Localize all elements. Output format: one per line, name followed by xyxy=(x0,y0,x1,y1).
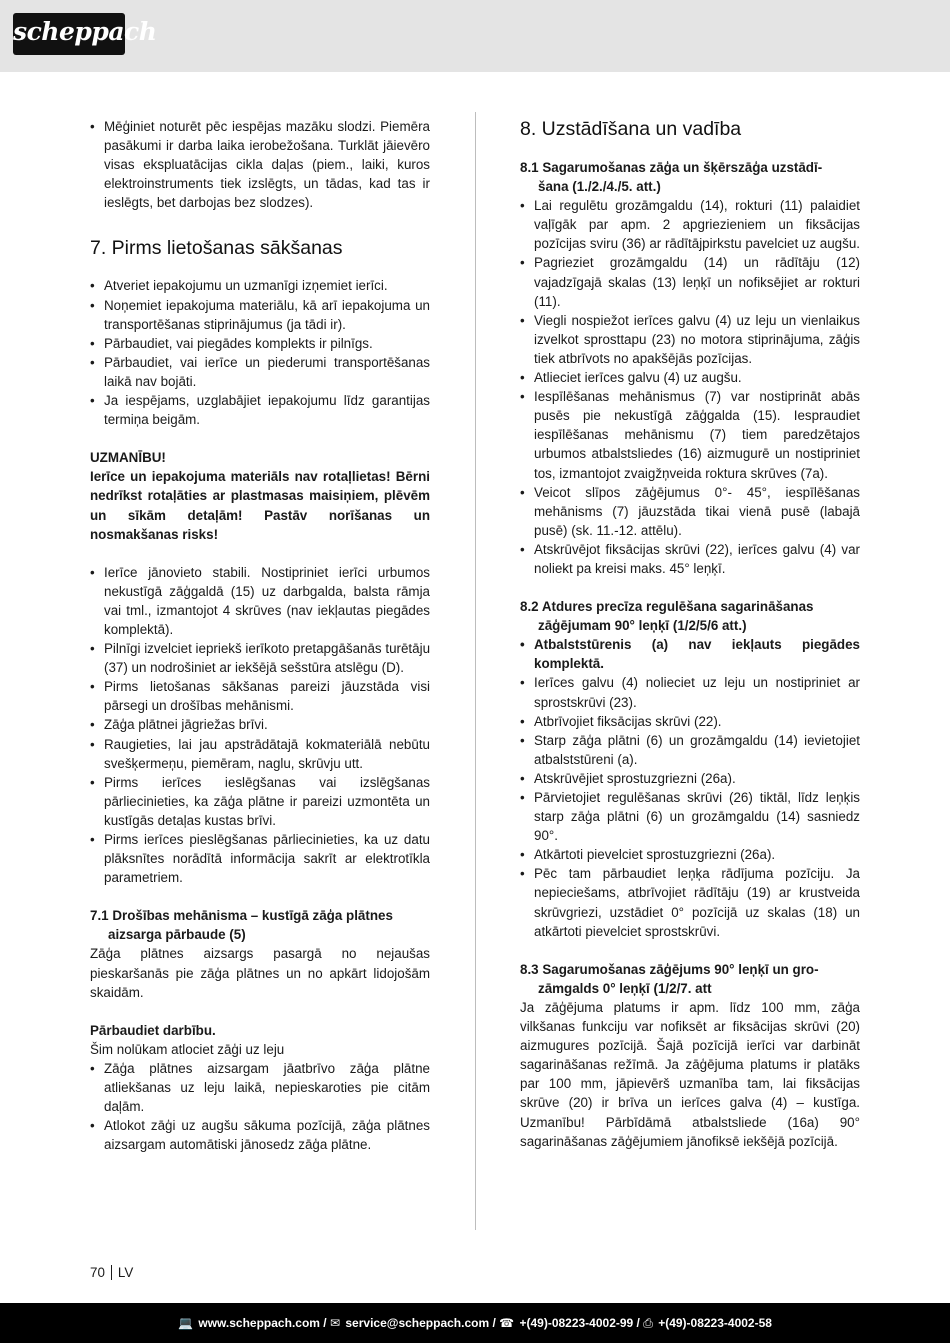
list-item: • Ierīces galvu (4) nolieciet uz leju un nostipriniet ar sprostskrūvi (23). xyxy=(520,673,860,711)
list-item: • Pirms ierīces ieslēgšanas vai izslēgšanas pārliecinieties, ka zāģa plātne ir pareizi uzmontēta un kustīgās detaļas kustas brīvi. xyxy=(90,773,430,830)
list-item: • Atbrīvojiet fiksācijas skrūvi (22). xyxy=(520,712,860,731)
list-item: • Zāģa plātnei jāgriežas brīvi. xyxy=(90,715,430,734)
list-item: • Pirms lietošanas sākšanas pareizi jāuzstāda visi pārsegi un drošības mehānismi. xyxy=(90,677,430,715)
list-item: • Raugieties, lai jau apstrādātajā kokmateriālā nebūtu svešķermeņu, piemēram, naglu, skrūvju utt. xyxy=(90,735,430,773)
list-item: • Atbalststūrenis (a) nav iekļauts piegādes komplektā. xyxy=(520,635,860,673)
list-item: • Pēc tam pārbaudiet leņķa rādījuma pozīciju. Ja nepieciešams, atbrīvojiet rādītāju (19) ar krustveida skrūvgriezi, uzstādiet 0° pozīcijā uz skalas (18) un atkārtoti pievelciet sprostskrūvi. xyxy=(520,864,860,940)
list-item: • Viegli nospiežot ierīces galvu (4) uz leju un vienlaikus izvelkot sprosttapu (23) no motora stiprinājuma, zāģis tiek atbrīvots no apakšējās pozīcijas. xyxy=(520,311,860,368)
section-8-2-title: 8.2 Atdures precīza regulēšana sagarināšanas zāģējumam 90° leņķī (1/2/5/6 att.) xyxy=(520,599,814,634)
computer-icon: 💻 xyxy=(178,1316,194,1330)
list-item: • Atlokot zāģi uz augšu sākuma pozīcijā, zāģa plātnes aizsargam automātiski jānosedz zāģa plātne. xyxy=(90,1116,430,1154)
list-item: • Noņemiet iepakojuma materiālu, kā arī iepakojuma un transportēšanas stiprinājumus (ja tādi ir). xyxy=(90,296,430,334)
list-item: • Pilnīgi izvelciet iepriekš ierīkoto pretapgāšanās turētāju (37) un nodrošiniet ar iekšējā sešstūra atslēgu (D). xyxy=(90,639,430,677)
list-item: • Pārvietojiet regulēšanas skrūvi (26) tiktāl, līdz leņķis starp zāģa plātni (6) un grozāmgaldu (14) sasniedz 90°. xyxy=(520,788,860,845)
list-item: • Atkārtoti pievelciet sprostuzgriezni (26a). xyxy=(520,845,860,864)
list-item: • Ierīce jānovieto stabili. Nostipriniet ierīci urbumos nekustīgā zāģgaldā (15) uz darbgalda, balsta rāmja vai tml., izmantojot 4 skrūves (nav iekļautas piegādes komplektā). xyxy=(90,563,430,639)
left-column xyxy=(90,117,430,1154)
website-link[interactable]: www.scheppach.com / xyxy=(198,1316,327,1330)
warning-title: UZMANĪBU! xyxy=(90,450,166,466)
page-separator xyxy=(111,1265,112,1280)
list-item: • Atveriet iepakojumu un uzmanīgi izņemiet ierīci. xyxy=(90,276,430,295)
section-8-1-title: 8.1 Sagarumošanas zāģa un šķērszāģa uzstādī- šana (1./2./4./5. att.) xyxy=(520,160,823,195)
header-bar xyxy=(0,0,950,72)
list-item: • Atskrūvējiet sprostuzgriezni (26a). xyxy=(520,769,860,788)
list-item: • Mēģiniet noturēt pēc iespējas mazāku slodzi. Piemēra pasākumi ir darba laika ierobežošana. Turklāt jāievēro visas ekspluatācijas cikla daļas (piem., laiki, kuros elektroinstruments tiek izslēgts, un tādas, kad tas ir ieslēgts, bet darbojas bez slodzes). xyxy=(90,117,430,212)
list-item: • Pirms ierīces pieslēgšanas pārliecinieties, ka uz datu plāksnītes norādītā informācija sakrīt ar elektrotīkla parametriem. xyxy=(90,830,430,887)
intro-list xyxy=(90,117,430,212)
mail-icon: ✉ xyxy=(329,1316,341,1330)
section-8-3-text: Ja zāģējuma platums ir apm. līdz 100 mm, zāģa vilkšanas funkciju var nofiksēt ar fiksācijas skrūvi (20) aizmugures pozīcijā. Šajā pozīcijā ierīci var darbināt sagarināšanas režīmā. Ja zāģējuma platums ir platāks par 100 mm, jāpievērš uzmanība tam, lai fiksācijas skrūve (20) ir brīva un ierīces galva (4) – kustīga. Uzmanību! Pārbīdāmā atbalstsliede (16a) 90° sagarināšanas zāģējumiem jānofiksē iekšējā pozīcijā. xyxy=(520,999,860,1149)
list-item: • Atskrūvējot fiksācijas skrūvi (22), ierīces galvu (4) var noliekt pa kreisi maks. 45° leņķī. xyxy=(520,540,860,578)
list-item: • Veicot slīpos zāģējumus 0°- 45°, iespīlēšanas mehānisms (7) jāuzstāda tikai vienā pusē (labajā pusē) (sk. 11.-12. attēlu). xyxy=(520,483,860,540)
phone-icon: ☎ xyxy=(499,1316,515,1330)
phone-number: +(49)-08223-4002-99 / xyxy=(519,1316,640,1330)
section-8-title: 8. Uzstādīšana un vadība xyxy=(520,118,742,140)
section-8-1-list xyxy=(520,196,860,578)
list-item: • Iespīlēšanas mehānismus (7) var nostiprināt abās pusēs pie nekustīgā zāģgalda (15). Iespraudiet iespīlēšanas mehānismu (7) tiem paredzētajos urbumos atbalstsliedes (16) aizmugurē un nostipriniet tos, izmantojot zvaigžņveida roktura skrūves (7a). xyxy=(520,387,860,482)
page-number-value: 70 xyxy=(90,1265,105,1280)
list-item: • Starp zāģa plātni (6) un grozāmgaldu (14) ievietojiet atbalststūreni (a). xyxy=(520,731,860,769)
list-item: • Pagrieziet grozāmgaldu (14) un rādītāju (12) vajadzīgajā skalas (13) leņķī un nofiksējiet ar rokturi (11). xyxy=(520,253,860,310)
unpacking-list xyxy=(90,276,430,429)
list-item: • Atlieciet ierīces galvu (4) uz augšu. xyxy=(520,368,860,387)
footer-bar xyxy=(0,1303,950,1343)
language-code: LV xyxy=(117,1265,134,1280)
column-divider xyxy=(475,112,476,1230)
page-number xyxy=(90,1265,133,1280)
list-item: • Pārbaudiet, vai piegādes komplekts ir pilnīgs. xyxy=(90,334,430,353)
setup-list xyxy=(90,563,430,888)
scheppach-logo xyxy=(13,13,157,55)
list-item: • Zāģa plātnes aizsargam jāatbrīvo zāģa plātne atliekšanas uz leju laikā, nepieskaroties pie citām daļām. xyxy=(90,1059,430,1116)
section-7-1-title: 7.1 Drošības mehānisma – kustīgā zāģa plātnes aizsarga pārbaude (5) xyxy=(90,908,393,943)
check-list xyxy=(90,1059,430,1154)
section-7-1-text: Zāģa plātnes aizsargs pasargā no nejaušas pieskaršanās pie zāģa plātnes un no apkārt lidojošām skaidām. xyxy=(90,946,430,1000)
check-title: Pārbaudiet darbību. xyxy=(90,1022,216,1038)
section-7-title: 7. Pirms lietošanas sākšanas xyxy=(90,237,343,260)
fax-icon: ⎙ xyxy=(643,1316,653,1330)
logo-text: scheppach xyxy=(13,17,157,46)
warning-text: Ierīce un iepakojuma materiāls nav rotaļlietas! Bērni nedrīkst rotaļāties ar plastmasas maisiņiem, plēvēm un sīkām detaļām! Pastāv norīšanas un nosmakšanas risks! xyxy=(90,469,430,542)
section-8-2-list xyxy=(520,635,860,941)
email-link[interactable]: service@scheppach.com / xyxy=(345,1316,496,1330)
right-column xyxy=(520,117,860,1151)
fax-number: +(49)-08223-4002-58 xyxy=(658,1316,772,1330)
check-text: Šim nolūkam atlociet zāģi uz leju xyxy=(90,1041,285,1057)
list-item: • Lai regulētu grozāmgaldu (14), rokturi (11) palaidiet vaļīgāk par apm. 2 apgriezieniem un fiksācijas pozīcijas sviru (36) ar rādītājpirkstu pavelciet uz augšu. xyxy=(520,196,860,253)
list-item: • Ja iespējams, uzglabājiet iepakojumu līdz garantijas termiņa beigām. xyxy=(90,391,430,429)
list-item: • Pārbaudiet, vai ierīce un piederumi transportēšanas laikā nav bojāti. xyxy=(90,353,430,391)
section-8-3-title: 8.3 Sagarumošanas zāģējums 90° leņķī un gro- zāmgalds 0° leņķī (1/2/7. att xyxy=(520,961,819,996)
